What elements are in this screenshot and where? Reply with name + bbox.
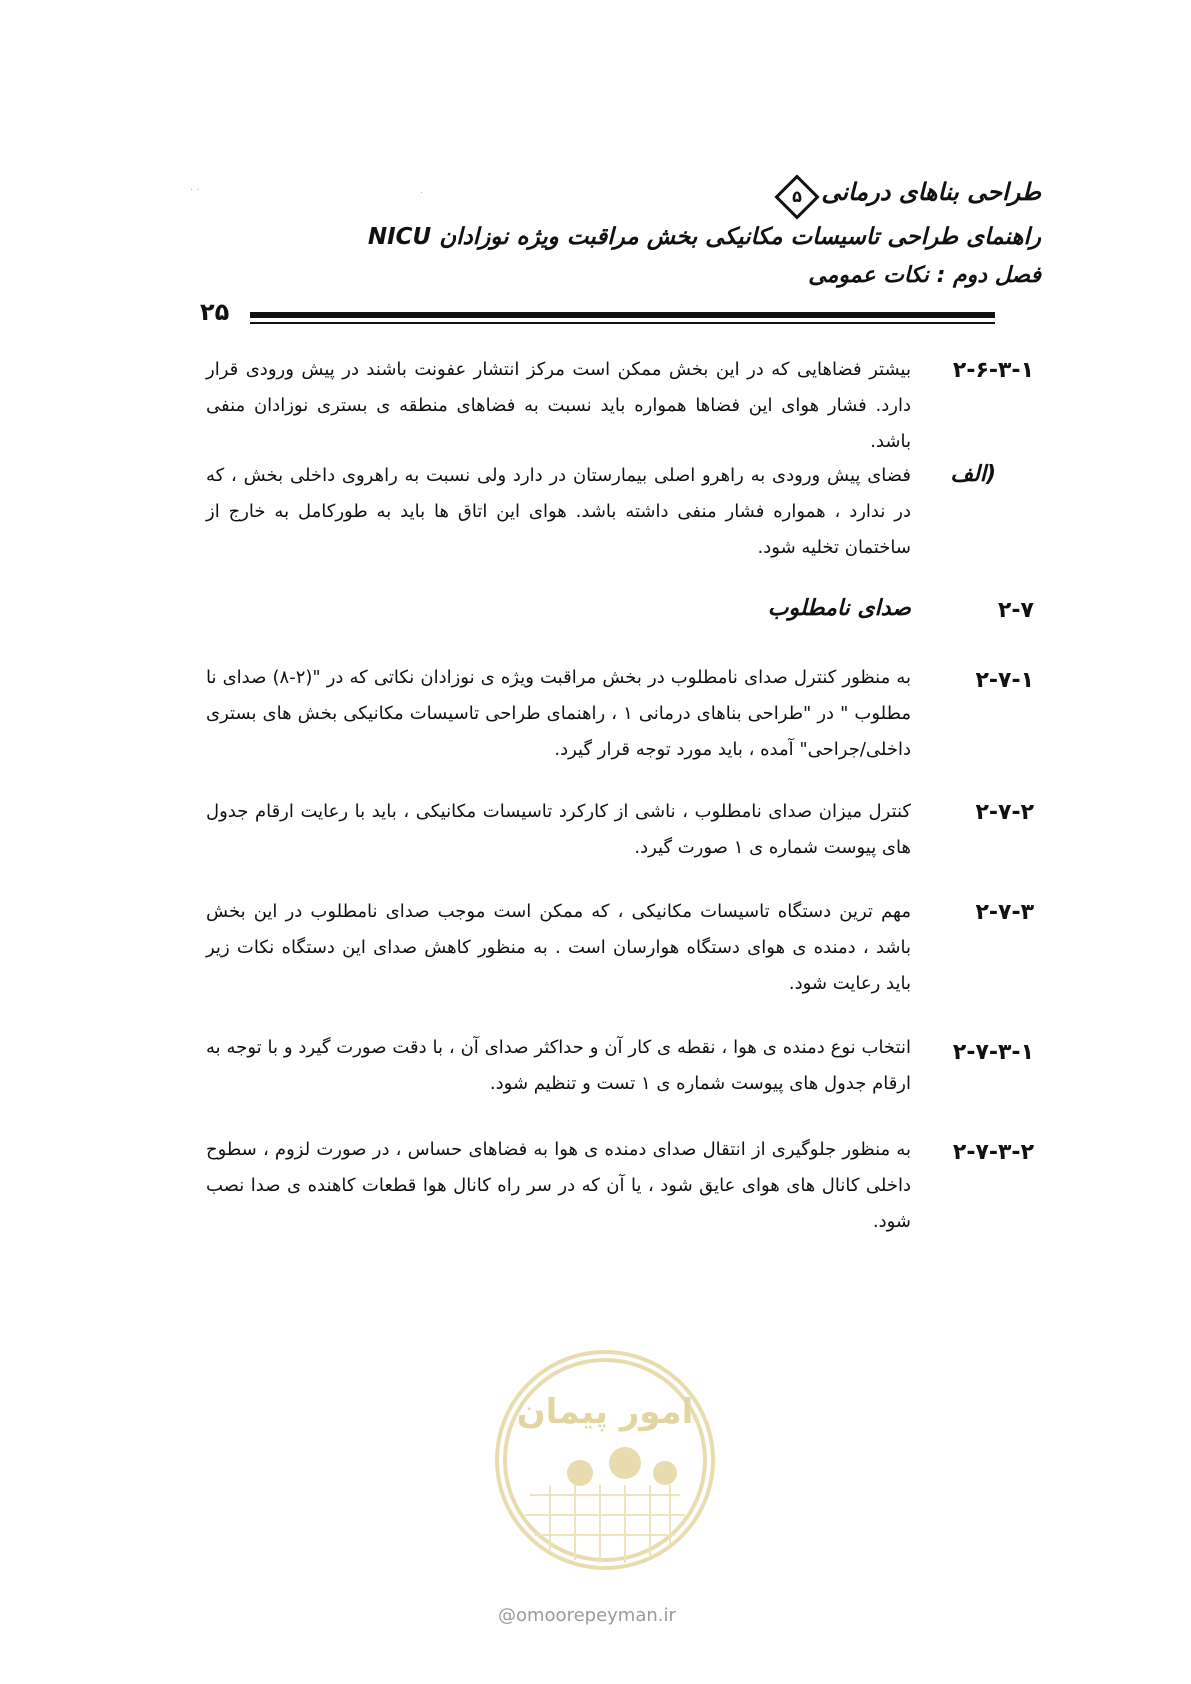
section-number: ۲-۷-۳ bbox=[975, 900, 1034, 925]
section-paragraph: مهم ترین دستگاه تاسیسات مکانیکی ، که ممکن است موجب صدای نامطلوب در این بخش باشد ، دمنده ی هوای دستگاه هوارسان است . به منظور کاهش صدای این دستگاه نکات زیر باید رعایت شود. bbox=[206, 901, 911, 994]
section-number: ۲-۷-۳-۲ bbox=[952, 1140, 1034, 1165]
section-number: ۲-۶-۳-۱ bbox=[952, 358, 1034, 383]
subsection-paragraph: فضای پیش ورودی به راهرو اصلی بیمارستان در دارد ولی نسبت به راهروی داخلی بخش ، که در ندارد ، همواره فشار منفی داشته باشد. هوای این اتاق ها باید به طورکامل به خارج از ساختمان تخلیه شود. bbox=[206, 465, 911, 558]
section-paragraph: به منظور کنترل صدای نامطلوب در بخش مراقبت ویژه ی نوزادان نکاتی که در "(۲-۸) صدای نا مطلوب " در "طراحی بناهای درمانی ۱ ، راهنمای طراحی تاسیسات مکانیکی بخش های بستری داخلی/جراحی" آمده ، باید مورد توجه قرار گیرد. bbox=[206, 667, 912, 760]
section-number: ۲-۷ bbox=[998, 598, 1034, 623]
header-book-title-text: طراحی بناهای درمانی bbox=[821, 178, 1041, 206]
watermark-logo bbox=[490, 1345, 720, 1575]
section-paragraph: بیشتر فضاهایی که در این بخش ممکن است مرکز انتشار عفونت باشند در پیش ورودی قرار دارد. فشار هوای این فضاها همواره باید نسبت به فضاهای منطقه ی بستری نوزادان منفی باشد. bbox=[206, 359, 911, 452]
header-chapter-title: فصل دوم : نکات عمومی bbox=[808, 263, 1041, 288]
scan-speck: · bbox=[420, 188, 424, 199]
subsection-label: الف) bbox=[950, 462, 996, 487]
volume-badge bbox=[775, 174, 820, 219]
header-rule-thin bbox=[250, 322, 995, 324]
page-number: ۲۵ bbox=[200, 298, 230, 326]
header-rule-thick bbox=[250, 312, 995, 318]
section-paragraph: به منظور جلوگیری از انتقال صدای دمنده ی هوا به فضاهای حساس ، در صورت لزوم ، سطوح داخلی کانال های هوای عایق شود ، یا آن که در سر راه کانال هوا قطعات کاهنده ی صدا نصب شود. bbox=[206, 1139, 911, 1232]
watermark-text: امور پیمان bbox=[516, 1392, 694, 1432]
header-book-title bbox=[775, 178, 1041, 211]
volume-badge-number: ۵ bbox=[792, 187, 803, 206]
section-number: ۲-۷-۳-۱ bbox=[952, 1040, 1034, 1065]
section-number: ۲-۷-۱ bbox=[975, 668, 1034, 693]
section-paragraph: انتخاب نوع دمنده ی هوا ، نقطه ی کار آن و حداکثر صدای آن ، با دقت صورت گیرد و با توجه به ارقام جدول های پیوست شماره ی ۱ تست و تنظیم شود. bbox=[206, 1037, 911, 1094]
section-heading: صدای نامطلوب bbox=[767, 596, 911, 621]
section-number: ۲-۷-۲ bbox=[975, 800, 1034, 825]
watermark-url: @omoorepeyman.ir bbox=[498, 1605, 676, 1626]
header-guide-title: راهنمای طراحی تاسیسات مکانیکی بخش مراقبت ویژه نوزادان NICU bbox=[367, 224, 1041, 250]
section-paragraph: کنترل میزان صدای نامطلوب ، ناشی از کارکرد تاسیسات مکانیکی ، باید با رعایت ارقام جدول های پیوست شماره ی ۱ صورت گیرد. bbox=[206, 801, 911, 858]
scan-speck: · · bbox=[190, 185, 200, 196]
